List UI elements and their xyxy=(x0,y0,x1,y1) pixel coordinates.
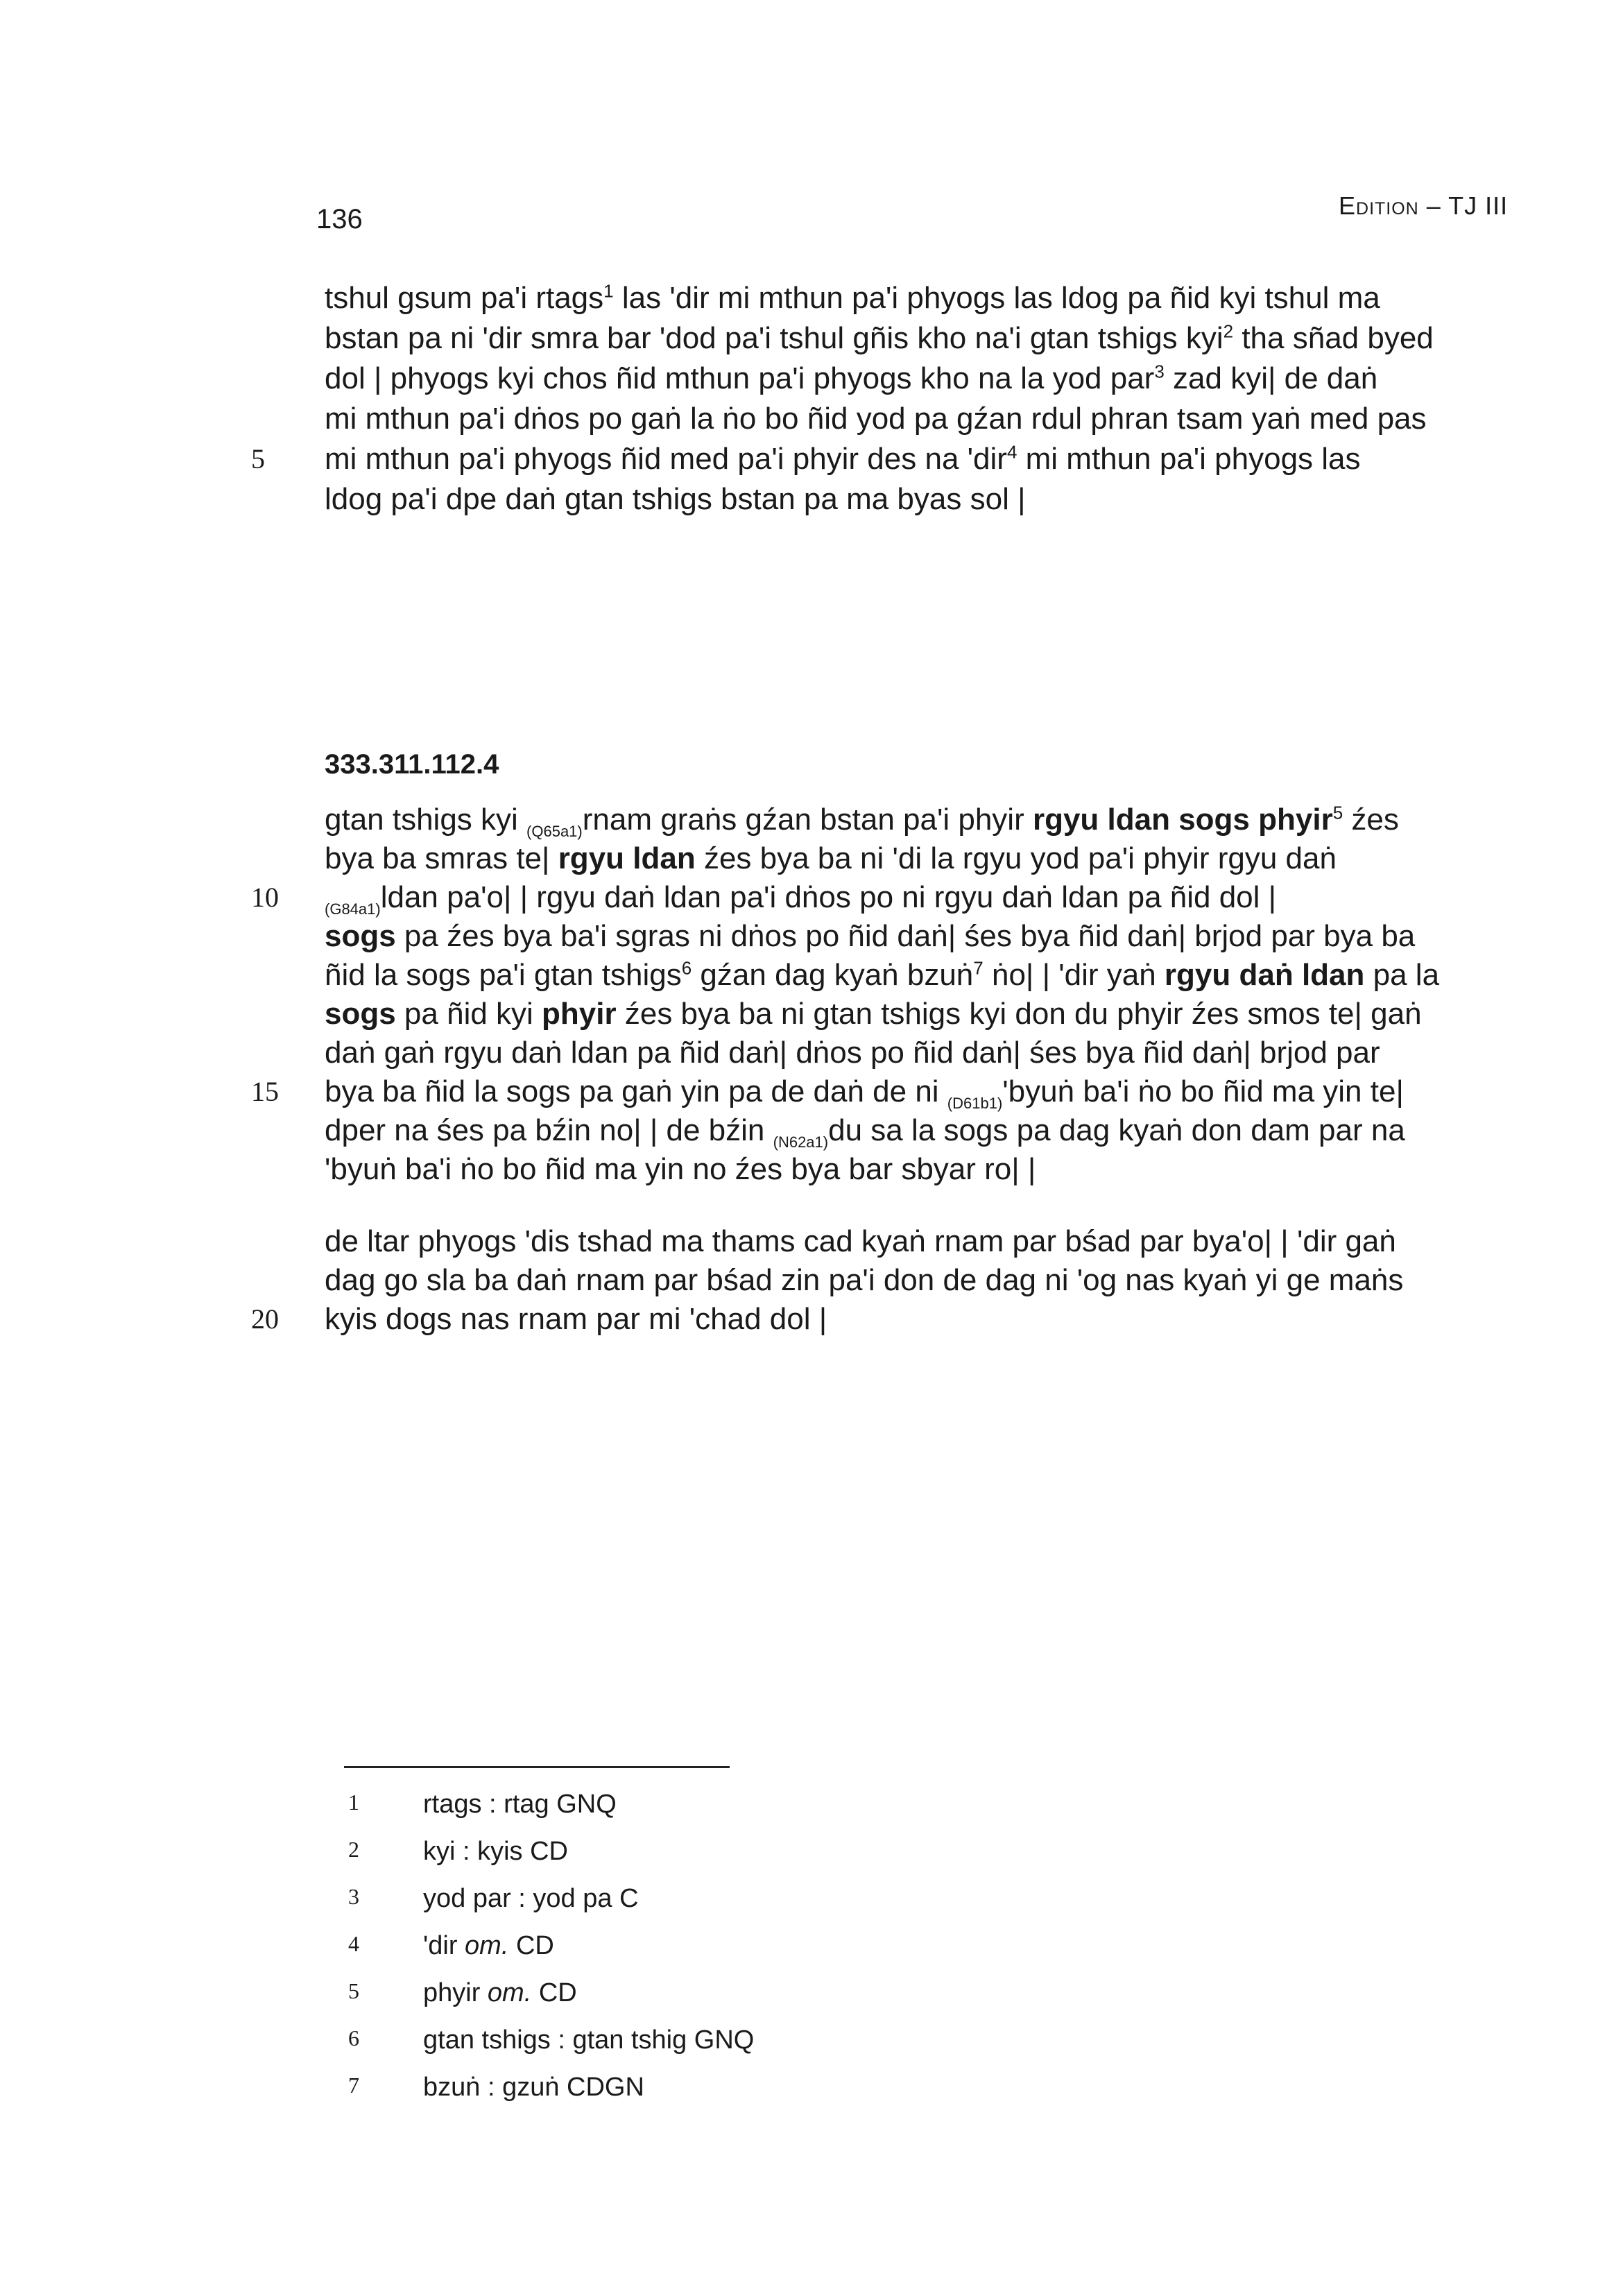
text-span: rnam graṅs gźan bstan pa'i phyir xyxy=(582,803,1033,837)
text-span: mi mthun pa'i phyogs ñid med pa'i phyir des na 'dir xyxy=(325,442,1007,476)
footnote-number: 1 xyxy=(348,1790,359,1815)
text-span: gźan dag kyaṅ bzuṅ xyxy=(692,958,974,992)
text-span: daṅ gaṅ rgyu daṅ ldan pa ñid daṅ| dṅos po ñid daṅ| śes bya ñid daṅ| brjod par xyxy=(325,1036,1380,1070)
text-line xyxy=(325,993,1422,1035)
footnote-lemma: 'dir xyxy=(423,1931,465,1960)
footnote-lemma: phyir xyxy=(423,1978,488,2007)
text-span: pa la xyxy=(1364,958,1440,992)
lemma-bold: sogs xyxy=(325,997,396,1031)
text-span: 'byuṅ ba'i ṅo bo ñid ma yin te| xyxy=(1002,1074,1404,1108)
footnote-marker: 2 xyxy=(1223,320,1234,342)
footnote-text xyxy=(423,1978,577,2008)
text-span: dol | phyogs kyi chos ñid mthun pa'i phyogs kho na la yod par xyxy=(325,361,1155,395)
text-span: ldog pa'i dpe daṅ gtan tshigs bstan pa ma byas sol | xyxy=(325,482,1026,516)
line-number: 15 xyxy=(251,1076,279,1107)
footnote-text: yod par : yod pa C xyxy=(423,1884,639,1913)
lemma-bold: sogs xyxy=(325,919,396,953)
text-line xyxy=(325,358,1377,400)
text-span: źes xyxy=(1343,803,1399,837)
text-span: bstan pa ni 'dir smra bar 'dod pa'i tshul gñis kho na'i gtan tshigs kyi xyxy=(325,321,1223,355)
lemma-bold: rgyu ldan sogs phyir xyxy=(1032,803,1333,837)
footnote-abbrev: om. xyxy=(487,1978,532,2007)
text-line xyxy=(325,1221,1396,1262)
footnote-number: 6 xyxy=(348,2025,359,2050)
text-span: źes bya ba ni 'di la rgyu yod pa'i phyir rgyu daṅ xyxy=(695,841,1337,875)
text-line xyxy=(325,318,1434,359)
folio-reference: (Q65a1) xyxy=(526,822,583,840)
text-span: mi mthun pa'i phyogs las xyxy=(1017,442,1361,476)
folio-reference: (D61b1) xyxy=(947,1094,1003,1112)
footnote-sigla: CD xyxy=(508,1931,554,1960)
text-line xyxy=(325,1149,1036,1190)
text-span: tshul gsum pa'i rtags xyxy=(325,281,604,315)
text-line xyxy=(325,838,1337,880)
footnote-text: rtags : rtag GNQ xyxy=(423,1790,617,1819)
text-span: pa źes bya ba'i sgras ni dṅos po ñid daṅ| śes bya ñid daṅ| brjod par bya ba xyxy=(395,919,1416,953)
footnote-marker: 4 xyxy=(1006,441,1017,463)
text-span: dper na śes pa bźin no| | de bźin xyxy=(325,1113,773,1147)
footnote-text: bzuṅ : gzuṅ CDGN xyxy=(423,2073,644,2102)
footnote-number: 2 xyxy=(348,1837,359,1862)
footnote-number: 4 xyxy=(348,1931,359,1956)
text-span: ñid la sogs pa'i gtan tshigs xyxy=(325,958,682,992)
text-line xyxy=(325,1110,1405,1151)
lemma-bold: rgyu ldan xyxy=(558,841,696,875)
footnote-marker: 6 xyxy=(681,957,692,979)
text-line xyxy=(325,1260,1403,1301)
text-span: mi mthun pa'i dṅos po gaṅ la ṅo bo ñid yod pa gźan rdul phran tsam yaṅ med pas xyxy=(325,402,1427,436)
text-line xyxy=(325,1032,1380,1074)
footnote-marker: 1 xyxy=(603,280,614,302)
text-line xyxy=(251,877,1277,918)
text-span: tha sñad byed xyxy=(1233,321,1434,355)
line-number: 5 xyxy=(251,443,265,474)
footnote-sigla: CD xyxy=(531,1978,577,2007)
footnote-marker: 7 xyxy=(973,957,984,979)
text-span: źes bya ba ni gtan tshigs kyi don du phyir źes smos te| gaṅ xyxy=(616,997,1422,1031)
footnote-marker: 3 xyxy=(1154,361,1165,382)
text-span: bya ba smras te| xyxy=(325,841,558,875)
lemma-bold: rgyu daṅ ldan xyxy=(1164,958,1365,992)
text-line xyxy=(251,1299,827,1340)
footnote-number: 3 xyxy=(348,1884,359,1909)
footnote-abbrev: om. xyxy=(465,1931,509,1960)
footnote-text xyxy=(423,1931,554,1961)
text-span: du sa la sogs pa dag kyaṅ don dam par na xyxy=(828,1113,1405,1147)
text-line xyxy=(251,438,1361,480)
footnote-divider xyxy=(344,1766,730,1768)
line-number: 10 xyxy=(251,882,279,913)
text-span: ldan pa'o| | rgyu daṅ ldan pa'i dṅos po ni rgyu daṅ ldan pa ñid dol | xyxy=(380,880,1277,914)
text-span: pa ñid kyi xyxy=(395,997,542,1031)
text-span: ṅo| | 'dir yaṅ xyxy=(983,958,1165,992)
folio-reference: (G84a1) xyxy=(325,900,381,918)
text-span: bya ba ñid la sogs pa gaṅ yin pa de daṅ de ni xyxy=(325,1074,947,1108)
running-head xyxy=(1339,191,1508,221)
lemma-bold: phyir xyxy=(542,997,617,1031)
text-line xyxy=(325,916,1415,957)
section-heading: 333.311.112.4 xyxy=(325,749,499,780)
text-span: dag go sla ba daṅ rnam par bśad zin pa'i don de dag ni 'og nas kyaṅ yi ge maṅs xyxy=(325,1263,1404,1297)
text-line xyxy=(325,277,1380,319)
text-line xyxy=(325,479,1026,520)
text-span: las 'dir mi mthun pa'i phyogs las ldog pa ñid kyi tshul ma xyxy=(613,281,1380,315)
text-span: kyis dogs nas rnam par mi 'chad dol | xyxy=(325,1302,827,1336)
folio-reference: (N62a1) xyxy=(773,1133,829,1151)
text-line xyxy=(325,954,1439,996)
text-span: de ltar phyogs 'dis tshad ma thams cad kyaṅ rnam par bśad par bya'o| | 'dir gaṅ xyxy=(325,1224,1396,1258)
page-number: 136 xyxy=(316,204,363,234)
line-number: 20 xyxy=(251,1303,279,1335)
footnote-number: 7 xyxy=(348,2073,359,2098)
text-span: gtan tshigs kyi xyxy=(325,803,527,837)
footnote-marker: 5 xyxy=(1332,802,1343,823)
footnote-text: kyi : kyis CD xyxy=(423,1837,568,1866)
text-span: zad kyi| de daṅ xyxy=(1164,361,1378,395)
footnote-text: gtan tshigs : gtan tshig GNQ xyxy=(423,2025,755,2055)
footnote-number: 5 xyxy=(348,1978,359,2003)
text-line xyxy=(325,398,1427,440)
text-span: 'byuṅ ba'i ṅo bo ñid ma yin no źes bya bar sbyar ro| | xyxy=(325,1152,1036,1186)
text-line xyxy=(251,1071,1404,1113)
running-head-text: Edition – TJ III xyxy=(1339,191,1509,220)
text-line xyxy=(325,799,1399,841)
